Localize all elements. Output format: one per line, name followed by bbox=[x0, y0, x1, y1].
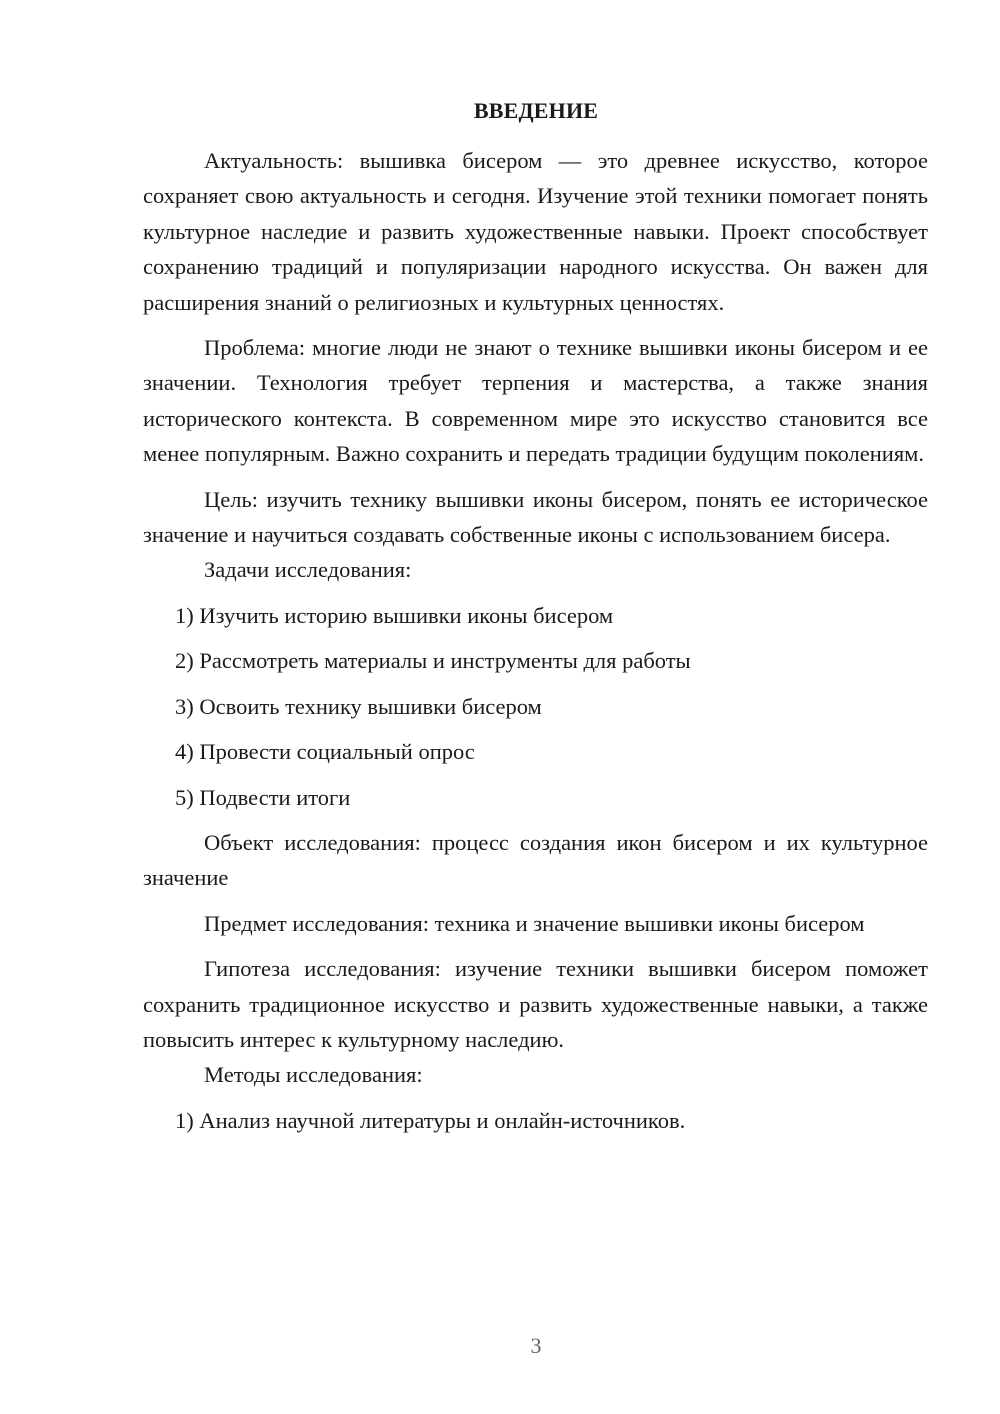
paragraph-hypothesis: Гипотеза исследования: изучение техники вышивки бисером поможет сохранить традиционное искусство и развить художественные навыки, а также повысить интерес к культурному наследию. bbox=[143, 956, 928, 1052]
method-item-1: 1) Анализ научной литературы и онлайн-источников. bbox=[175, 1107, 686, 1133]
task-item-4: 4) Провести социальный опрос bbox=[175, 739, 475, 765]
paragraph-goal: Цель: изучить технику вышивки иконы бисером, понять ее историческое значение и научиться создавать собственные иконы с использованием бисера. bbox=[143, 486, 928, 548]
paragraph-subject: Предмет исследования: техника и значение вышивки иконы бисером bbox=[204, 910, 865, 936]
task-item-5: 5) Подвести итоги bbox=[175, 784, 351, 810]
page-number: 3 bbox=[530, 1333, 542, 1358]
paragraph-relevance: Актуальность: вышивка бисером — это древнее искусство, которое сохраняет свою актуальность и сегодня. Изучение этой техники помогает понять культурное наследие и развить художественные навыки. Проект способствует сохранению традиций и популяризации народного искусства. Он важен для расширения знаний о религиозных и культурных ценностях. bbox=[143, 148, 928, 315]
page-title: ВВЕДЕНИЕ bbox=[473, 98, 599, 123]
paragraph-object: Объект исследования: процесс создания икон бисером и их культурное значение bbox=[143, 829, 928, 891]
methods-heading: Методы исследования: bbox=[204, 1062, 423, 1088]
paragraph-problem: Проблема: многие люди не знают о технике вышивки иконы бисером и ее значении. Технология требует терпения и мастерства, а также знания исторического контекста. В современном мире это искусство становится все менее популярным. Важно сохранить и передать традиции будущим поколениям. bbox=[143, 335, 928, 467]
task-item-2: 2) Рассмотреть материалы и инструменты для работы bbox=[175, 648, 691, 674]
tasks-heading: Задачи исследования: bbox=[204, 557, 412, 583]
task-item-1: 1) Изучить историю вышивки иконы бисером bbox=[175, 602, 614, 628]
document-body bbox=[143, 143, 928, 1138]
task-item-3: 3) Освоить технику вышивки бисером bbox=[175, 693, 542, 719]
